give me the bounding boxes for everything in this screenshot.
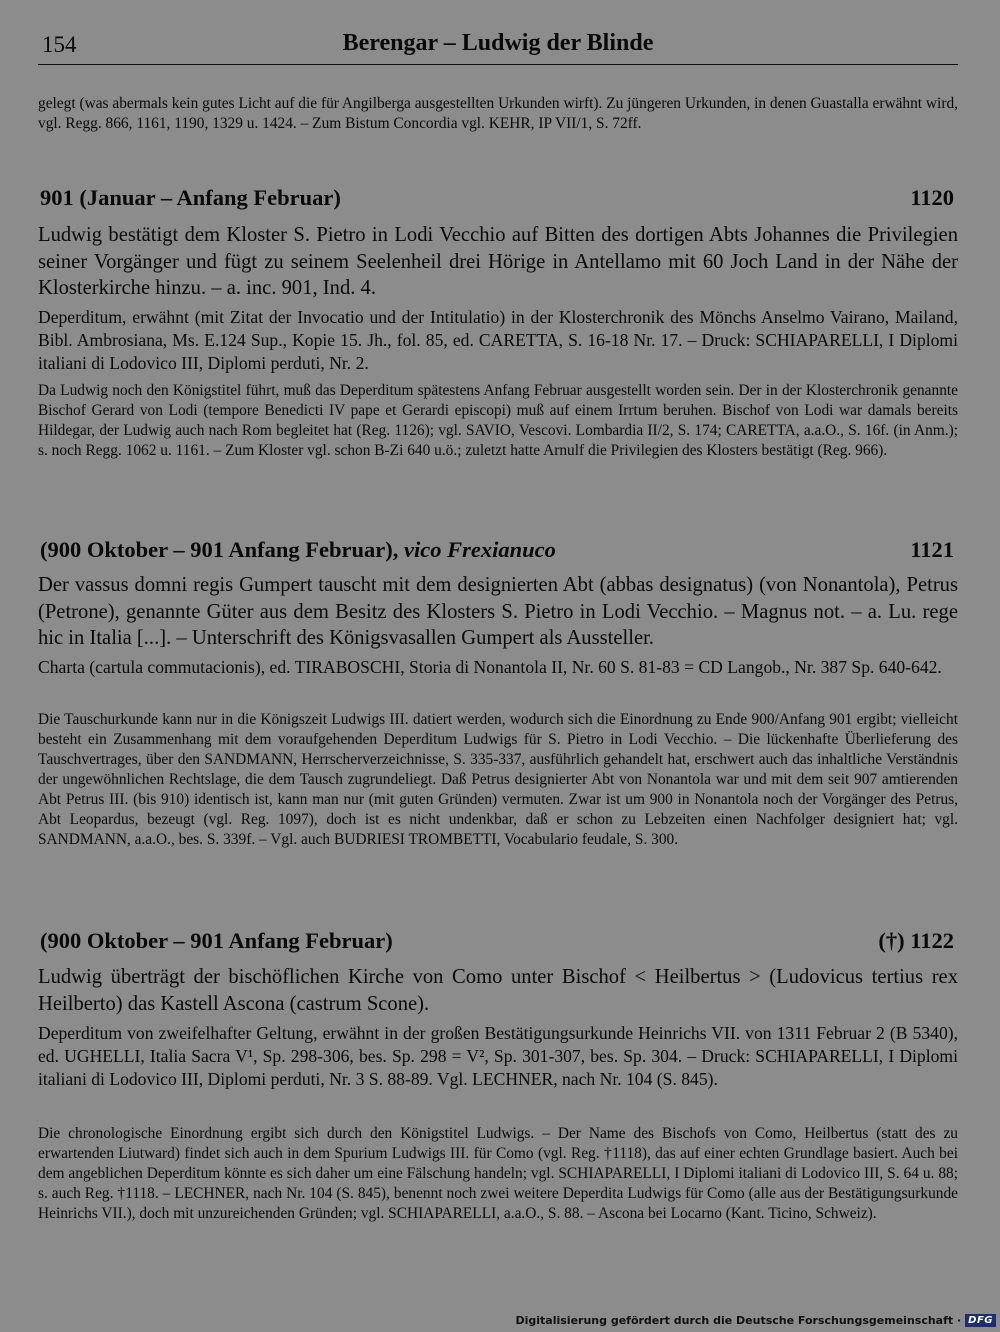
entry-heading-1121 <box>40 537 956 567</box>
digitization-footer <box>515 1312 996 1328</box>
entry-heading-1122 <box>40 928 956 958</box>
entry-number: 1120 <box>910 185 954 210</box>
running-title: Berengar – Ludwig der Blinde <box>342 30 654 56</box>
page-number: 154 <box>42 32 77 57</box>
entry-summary-1122: Ludwig überträgt der bischöflichen Kirche von Como unter Bischof < Heilbertus > (Ludovicus tertius rex Heilberto) das Kastell Ascona (castrum Scone). <box>38 966 958 1015</box>
entry-summary-1121: Der vassus domni regis Gumpert tauscht mit dem designierten Abt (abbas designatus) (von Nonantola), Petrus (Petrone), genannte Güter aus dem Besitz des Klosters S. Pietro in Lodi Vecchio. – Magnus not. – a. Lu. rege hic in Italia [...]. – Unterschrift des Königsvasallen Gumpert als Aussteller. <box>38 574 958 649</box>
footer-text: Digitalisierung gefördert durch die Deutsche Forschungsgemeinschaft · <box>515 1313 962 1327</box>
entry-tradition-1122: Deperditum von zweifelhafter Geltung, erwähnt in der großen Bestätigungsurkunde Heinrichs VII. von 1311 Februar 2 (B 5340), ed. UGHELLI, Italia Sacra V¹, Sp. 298-306, bes. Sp. 298 = V², Sp. 301-307, bes. Sp. 304. – Druck: SCHIAPARELLI, I Diplomi italiani di Lodovico III, Diplomi perduti, Nr. 3 S. 88-89. Vgl. LECHNER, nach Nr. 104 (S. 845). <box>38 1023 958 1089</box>
entry-commentary-1120: Da Ludwig noch den Königstitel führt, muß das Deperditum spätestens Anfang Februar ausgestellt worden sein. Der in der Klosterchronik genannte Bischof Gerard von Lodi (tempore Benedicti IV pape et Gerardi episcopi) muß auf einem Irrtum beruhen. Bischof von Lodi war damals bereits Hildegar, der Ludwig auch nach Rom begleitet hat (Reg. 1126); vgl. SAVIO, Vescovi. Lombardia II/2, S. 174; CARETTA, a.a.O., S. 16f. (in Anm.); s. noch Regg. 1062 u. 1161. – Zum Kloster vgl. schon B-Zi 640 u.ö.; zuletzt hatte Arnulf die Privilegien des Klosters bestätigt (Reg. 966). <box>38 382 958 459</box>
entry-place: vico Frexianuco <box>403 537 556 562</box>
entry-tradition-1120: Deperditum, erwähnt (mit Zitat der Invocatio und der Intitulatio) in der Klosterchronik des Mönchs Anselmo Vairano, Mailand, Bibl. Ambrosiana, Ms. E.124 Sup., Kopie 15. Jh., fol. 85, ed. CARETTA, S. 16-18 Nr. 17. – Druck: SCHIAPARELLI, I Diplomi italiani di Lodovico III, Diplomi perduti, Nr. 2. <box>38 307 958 373</box>
entry-number: (†) 1122 <box>878 928 954 953</box>
running-head <box>38 30 958 65</box>
entry-heading-1120 <box>40 185 956 215</box>
entry-number: 1121 <box>910 537 954 562</box>
entry-commentary-1122: Die chronologische Einordnung ergibt sich durch den Königstitel Ludwigs. – Der Name des Bischofs von Como, Heilbertus (statt des zu erwartenden Liutward) findet sich auch in dem Spurium Ludwigs III. für Como (vgl. Reg. †1118), das auf einer echten Grundlage basiert. Auch bei dem angeblichen Deperditum könnte es sich daher um eine Fälschung handeln; vgl. SCHIAPARELLI, I Diplomi italiani di Lodovico III, S. 64 u. 88; s. auch Reg. †1118. – LECHNER, nach Nr. 104 (S. 845), benennt noch zwei weitere Deperdita Ludwigs für Como (alle aus der Bestätigungsurkunde Heinrichs VII.), doch mit unzureichenden Gründen; vgl. SCHIAPARELLI, a.a.O., S. 88. – Ascona bei Locarno (Kant. Ticino, Schweiz). <box>38 1125 958 1222</box>
entry-date: (900 Oktober – 901 Anfang Februar) <box>40 928 393 953</box>
entry-summary-1120: Ludwig bestätigt dem Kloster S. Pietro in Lodi Vecchio auf Bitten des dortigen Abts Johannes die Privilegien seiner Vorgänger und fügt zu seinem Seelenheil drei Hörige in Antellamo mit 60 Joch Land in der Nähe der Klosterkirche hinzu. – a. inc. 901, Ind. 4. <box>38 224 958 299</box>
entry-date: 901 (Januar – Anfang Februar) <box>40 185 341 210</box>
entry-date: (900 Oktober – 901 Anfang Februar), <box>40 537 399 562</box>
intro-paragraph: gelegt (was abermals kein gutes Licht auf die für Angilberga ausgestellten Urkunden wirft). Zu jüngeren Urkunden, in denen Guastalla erwähnt wird, vgl. Regg. 866, 1161, 1190, 1329 u. 1424. – Zum Bistum Concordia vgl. KEHR, IP VII/1, S. 72ff. <box>38 95 958 132</box>
entry-tradition-1121: Charta (cartula commutacionis), ed. TIRABOSCHI, Storia di Nonantola II, Nr. 60 S. 81-83 = CD Langob., Nr. 387 Sp. 640-642. <box>38 657 942 677</box>
dfg-logo-icon: DFG <box>965 1314 996 1327</box>
entry-commentary-1121: Die Tauschurkunde kann nur in die Königszeit Ludwigs III. datiert werden, wodurch sich die Einordnung zu Ende 900/Anfang 901 ergibt; vielleicht besteht ein Zusammenhang mit dem voraufgehenden Deperditum Ludwigs für S. Pietro in Lodi Vecchio. – Die lückenhafte Überlieferung des Tauschvertrages, über den SANDMANN, Herrscherverzeichnisse, S. 335-337, ausführlich gehandelt hat, erschwert auch das inhaltliche Verständnis der ungewöhnlichen Rechtslage, die dem Tausch zugrundeliegt. Daß Petrus designierter Abt von Nonantola war und mit dem seit 907 amtierenden Abt Petrus III. (bis 910) identisch ist, kann man nur (mit guten Gründen) vermuten. Zwar ist um 900 in Nonantola noch der Vorgänger des Petrus, Abt Leopardus, bezeugt (vgl. Reg. 1097), doch ist es nicht undenkbar, daß er schon zu Lebzeiten einen Nachfolger designiert hat; vgl. SANDMANN, a.a.O., bes. S. 339f. – Vgl. auch BUDRIESI TROMBETTI, Vocabulario feudale, S. 300. <box>38 711 958 848</box>
